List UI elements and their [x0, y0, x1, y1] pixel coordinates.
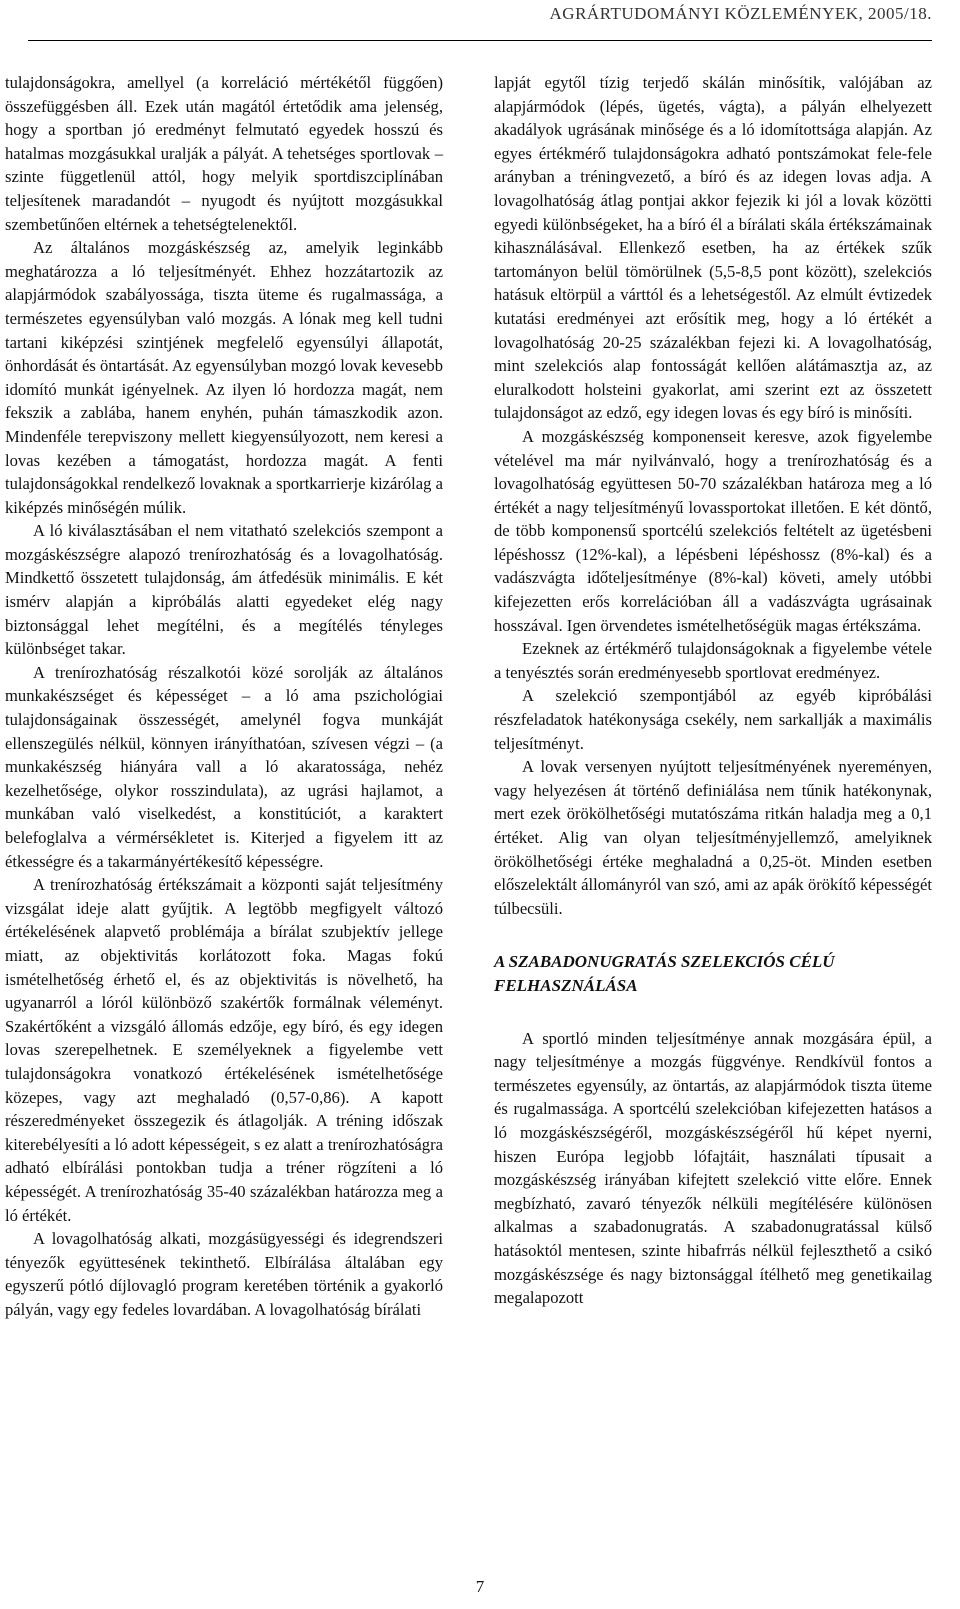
left-column [5, 71, 443, 1321]
paragraph: tulajdonságokra, amellyel (a korreláció mértékétől függően) összefüggésben áll. Ezek után magától értetődik ama jelenség, hogy a sportban jó eredményt felmutató egyedek hosszú és hatalmas mozgásukkal uralják a pályát. A tehetséges sportlovak – szinte függetlenül attól, hogy melyik sportdiszciplínában teljesítenek maradandót – nyugodt és nyújtott mozgásukkal szembetűnően eltérnek a tehetségtelenektől. [5, 73, 443, 234]
paragraph: Az általános mozgáskészség az, amelyik leginkább meghatározza a ló teljesítményét. Ehhez hozzátartozik az alapjármódok szabályossága, tiszta üteme és rugalmassága, a természetes egyensúlyban való mozgás. A lónak meg kell tudni tartani kiképzési szintjének megfelelő egyensúlyi állapotát, önhordását és öntartását. Az egyensúlyban mozgó lovak kevesebb idomító munkát igényelnek. Az ilyen ló hordozza magát, nem fekszik a zablába, hanem enyhén, puhán támaszkodik azon. Mindenféle terepviszony mellett kiegyensúlyozott, nem keresi a lovas kezében a támogatást, hordozza magát. A fenti tulajdonságokkal rendelkező lovaknak a sportkarrierje kizárólag a kiképzés minőségén múlik. [5, 238, 443, 517]
page-number: 7 [475, 1577, 485, 1596]
paragraph: A lovagolhatóság alkati, mozgásügyességi és idegrendszeri tényezők együttesének tekinthető. Elbírálása általában egy egyszerű pótló díjlovagló program keretében történik a gyakorló pályán, vagy egy fedeles lovardában. A lovagolhatóság bírálati [5, 1229, 443, 1319]
paragraph: A trenírozhatóság értékszámait a központi saját teljesítmény vizsgálat ideje alatt gyűjtik. A legtöbb megfigyelt változó értékelésének alapvető problémája a bírálat szubjektív jellege miatt, az objektivitás korlátozott foka. Magas fokú ismételhetőség érhető el, és az objektivitás is növelhető, ha ugyanarról a lóról különböző szakértők formálnak véleményt. Szakértőként a vizsgáló állomás edzője, egy bíró, és egy idegen lovas szerepelhetnek. E személyeknek a figyelembe vett tulajdonságokra vonatkozó értékelésének ismételhetősége közepes, vagy azt meghaladó (0,57-0,86). A kapott részeredményeket összegezik és átlagolják. A tréning időszak kiterebélyesíti a ló adott képességeit, s ez alatt a trenírozhatóságra adható elbírálási pontokban tudja a tréner rögzíteni a ló képességét. A trenírozhatóság 35-40 százalékban határozza meg a ló értékét. [5, 875, 443, 1225]
section-heading: A SZABADONUGRATÁS SZELEKCIÓS CÉLÚ FELHASZNÁLÁSA [494, 952, 835, 995]
running-header: AGRÁRTUDOMÁNYI KÖZLEMÉNYEK, 2005/18. [549, 4, 932, 23]
paragraph: lapját egytől tízig terjedő skálán minősítik, valójában az alapjármódok (lépés, ügetés, vágta), a pályán elhelyezett akadályok ugrásának minősége és a ló idomítottsága alapján. Az egyes értékmérő tulajdonságokra adható pontszámokat fele-fele arányban a tréningvezető, a bíró és az idegen lovas adja. A lovagolhatóság átlag pontjai akkor fejezik ki jól a lovak közötti egyedi különbségeket, ha a bíró él a bírálati skála értékszámainak kihasználásával. Ellenkező esetben, ha az értékek szűk tartományon belül tömörülnek (5,5-8,5 pont között), szelekciós hatásuk eltörpül a várttól és a lehetségestől. Az elmúlt évtizedek kutatási eredményei azt erősítik meg, hogy a ló értékét a lovagolhatóság 20-25 százalékban fejezi ki. A lovagolhatóság, mint szelekciós alap fontosságát kellően alátámasztja az, az eluralkodott holsteini gyakorlat, ami szerint ezt az összetett tulajdonságot az edző, egy idegen lovas és egy bíró is minősíti. [494, 73, 932, 423]
paragraph: A szelekció szempontjából az egyéb kipróbálási részfeladatok hatékonysága csekély, nem sarkallják a maximális teljesítményt. [494, 686, 932, 753]
paragraph: A ló kiválasztásában el nem vitatható szelekciós szempont a mozgáskészségre alapozó trenírozhatóság és a lovagolhatóság. Mindkettő összetett tulajdonság, ám átfedésük minimális. E két ismérv alapján a kipróbálás alatti egyedeket elég nagy biztonsággal lehet megítélni, és a megítélés tényleges különbséget takar. [5, 521, 443, 659]
paragraph: A lovak versenyen nyújtott teljesítményének nyereményen, vagy helyezésen át történő definiálása nem tűnik hatékonynak, mert ezek örökölhetőségi mutatószáma ritkán haladja meg a 0,1 értéket. Alig van olyan teljesítményjellemző, amelyiknek örökölhetőségi értéke meghaladná a 0,25-öt. Minden esetben előszelektált állományról van szó, ami az apák örökítő képességét túlbecsüli. [494, 757, 932, 918]
paragraph: A trenírozhatóság részalkotói közé sorolják az általános munkakészséget és képességet – a ló ama pszichológiai tulajdonságainak összességét, amelynél fogva munkáját ellenszegülés nélkül, könnyen irányíthatóan, szívesen végzi – (a munkakészség hiányára vall a ló akaratossága, nehéz kezelhetősége, olykor rosszindulata), az ugrási hajlamot, a munkában való viselkedést, a konstitúciót, a karaktert belefoglalva a vérmérsékletet is. Kiterjed a figyelem itt az étkességre és a takarmányértékesítő képességre. [5, 662, 443, 871]
paragraph: A sportló minden teljesítménye annak mozgására épül, a nagy teljesítménye a mozgás függvénye. Rendkívül fontos a természetes egyensúly, az öntartás, az alapjármódok tiszta üteme és rugalmassága. A sportcélú szelekcióban kifejezetten hatásos a ló mozgáskészségéről, mozgáskészségéről hű képet nyerni, hiszen Európa legjobb lófajtáit, használati típusait a mozgáskészség irányában kifejtett szelekció vitte előre. Ennek megbízható, zavaró tényezők nélküli megítélésére különösen alkalmas a szabadonugratás. A szabadonugratással külső hatásoktól mentesen, szinte hibafrrás nélkül fejleszthető a csikó mozgáskészsége és nagy biztonsággal ítélhető meg genetikailag megalapozott [494, 1028, 932, 1308]
paragraph: A mozgáskészség komponenseit keresve, azok figyelembe vételével ma már nyilvánvaló, hogy a trenírozhatóság és a lovagolhatóság együttesen 50-70 százalékban határoza meg a ló értékét a nagy teljesítményű lovassportokat illetően. E két döntő, de több komponensű sportcélú szelekciós feltételt az ügetésbeni lépéshossz (12%-kal), a lépésbeni lépéshossz (8%-kal) és a vadászvágta időteljesítménye (8%-kal) követi, amely utóbbi kifejezetten erős korrelációban áll a vadászvágta ugrásainak hosszával. Igen örvendetes ismételhetőségük magas értékszáma. [494, 426, 932, 635]
right-column [494, 71, 932, 1310]
header-rule [28, 40, 932, 41]
paragraph: Ezeknek az értékmérő tulajdonságoknak a figyelembe vétele a tenyésztés során eredményesebb sportlovat eredményez. [494, 639, 932, 682]
